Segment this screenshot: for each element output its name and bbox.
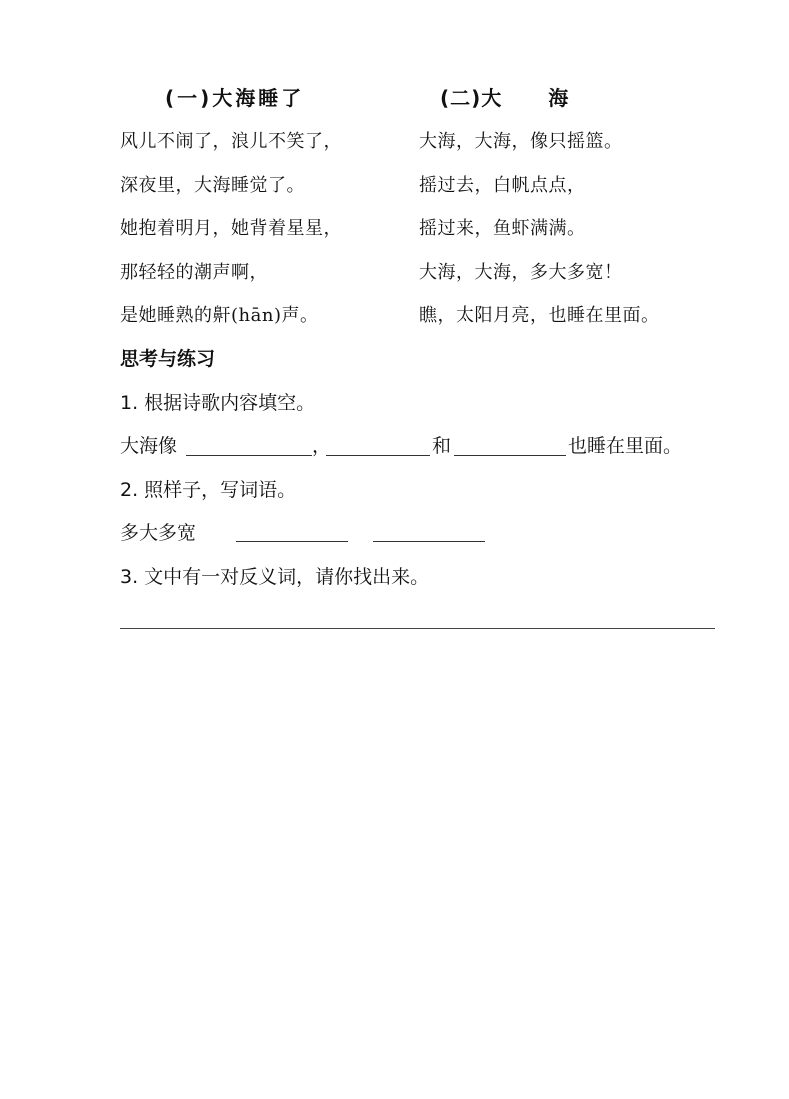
poem1-line-5: 是她睡熟的鼾(hān)声。 bbox=[120, 305, 319, 326]
exercises-heading: 思考与练习 bbox=[120, 348, 216, 370]
question-1-blank-2[interactable] bbox=[326, 455, 430, 456]
poem1-title: (一)大海睡了 bbox=[165, 86, 305, 110]
question-1-suffix: 也睡在里面。 bbox=[568, 435, 683, 457]
question-2-example: 多大多宽 bbox=[120, 522, 197, 544]
poem1-line-2: 深夜里，大海睡觉了。 bbox=[120, 175, 305, 196]
poem2-title-part2: 海 bbox=[548, 86, 570, 110]
poem1-line-4: 那轻轻的潮声啊， bbox=[120, 262, 268, 283]
question-1-separator-1: ， bbox=[312, 435, 332, 457]
question-1-prefix: 大海像 bbox=[120, 435, 178, 457]
question-3-answer-line[interactable] bbox=[120, 628, 715, 629]
question-2-blank-1[interactable] bbox=[236, 541, 348, 542]
question-1-blank-1[interactable] bbox=[186, 455, 312, 456]
poem2-line-5: 瞧，太阳月亮，也睡在里面。 bbox=[419, 305, 660, 326]
poem2-line-2: 摇过去，白帆点点， bbox=[419, 175, 586, 196]
question-1-prompt: 1. 根据诗歌内容填空。 bbox=[120, 392, 316, 414]
question-2-prompt: 2. 照样子，写词语。 bbox=[120, 479, 297, 501]
question-1-separator-2: 和 bbox=[432, 435, 452, 457]
poem2-line-4: 大海，大海，多大多宽！ bbox=[419, 262, 623, 283]
poem2-line-3: 摇过来，鱼虾满满。 bbox=[419, 218, 586, 239]
question-3-prompt: 3. 文中有一对反义词，请你找出来。 bbox=[120, 566, 430, 588]
question-2-blank-2[interactable] bbox=[373, 541, 485, 542]
poem1-line-1: 风儿不闹了，浪儿不笑了， bbox=[120, 131, 342, 152]
poem2-title bbox=[440, 82, 569, 111]
poem1-line-3: 她抱着明月，她背着星星， bbox=[120, 218, 342, 239]
poem2-line-1: 大海，大海，像只摇篮。 bbox=[419, 131, 623, 152]
question-1-blank-3[interactable] bbox=[454, 455, 566, 456]
poem2-title-part1: (二)大 bbox=[440, 86, 503, 110]
